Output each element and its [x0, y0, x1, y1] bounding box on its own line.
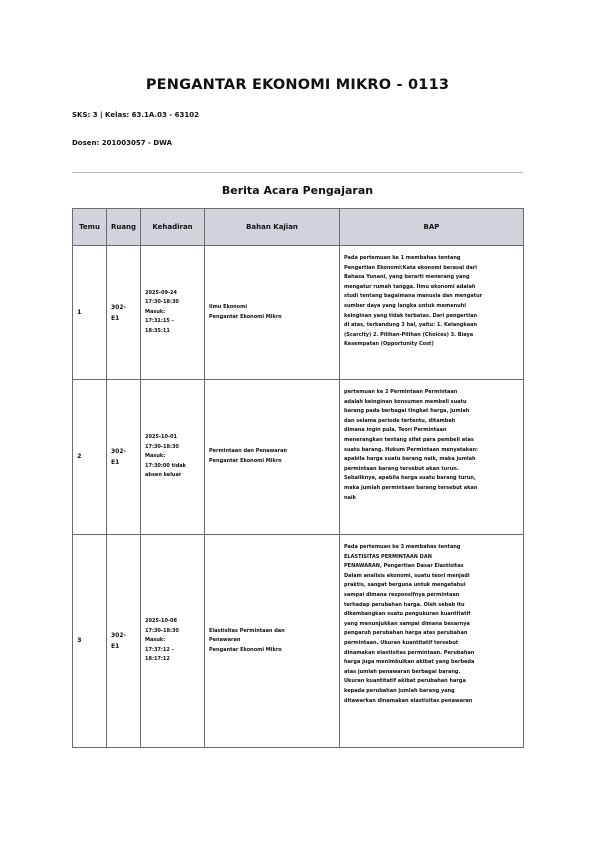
cell-bap-line: menerangkan tentang sifat para pembeli atas [344, 436, 474, 443]
cell-ruang-line: E1 [111, 643, 120, 650]
cell-temu: 2 [73, 380, 107, 535]
cell-ruang [107, 380, 141, 535]
cell-bahan-kajian-line: Penawaran [209, 637, 241, 644]
cell-ruang [107, 246, 141, 380]
course-meta-sks-kelas: SKS: 3 | Kelas: 63.1A.03 - 63102 [72, 111, 199, 119]
section-title: Berita Acara Pengajaran [221, 184, 374, 197]
cell-kehadiran-line: 2025-09-24 [145, 289, 177, 296]
cell-temu: 1 [73, 246, 107, 380]
cell-bahan-kajian-line: Pengantar Ekonomi Mikro [209, 458, 282, 464]
cell-kehadiran-line: 17:30-18:30 [145, 627, 179, 634]
cell-bap-line: pertemuan ke 2 Permintaan Permintaan [344, 389, 458, 395]
cell-bap-line: ditawarkan dinamakan elastisitas penawaran [344, 697, 473, 704]
cell-kehadiran-line: 17:37:12 - [145, 646, 174, 653]
cell-bap-line: dinamakan elastisitas permintaan. Perubahan [344, 649, 475, 656]
cell-bap-line: adalah keinginan konsumen membeli suatu [344, 398, 467, 405]
cell-bap-line: Dalam analisis ekonomi, suatu teori menjadi [344, 572, 470, 579]
cell-bahan-kajian [205, 535, 340, 748]
cell-bap-line: yang menunjukkan sampai dimana besarnya [344, 620, 470, 627]
cell-bap-line: Bahasa Yunani, yang berarti menerang yang [344, 274, 470, 281]
cell-bap-line: permintaan. Ukuran kuantitatif tersebut [344, 639, 459, 646]
cell-kehadiran-line: 17:31:15 - [145, 318, 174, 325]
cell-bap-line: sumber daya yang langka untuk memenuhi [344, 302, 467, 309]
cell-bap-line: PENAWARAN, Pengertian Dasar Elastisitas [344, 563, 464, 570]
cell-kehadiran-line: Masuk: [145, 453, 166, 460]
cell-bap-line: pengaruh perubahan harga atas perubahan [344, 630, 468, 637]
cell-bap-line: di atas, terkandung 3 hal, yaitu: 1. Kelangkaan [344, 322, 478, 329]
cell-bap-line: atas jumlah penawaran berbagai barang. [344, 668, 461, 675]
cell-kehadiran-line: 18:35:11 [145, 327, 170, 334]
cell-ruang-line: 302- [111, 632, 127, 639]
cell-bap-line: Sebaliknya, apabila harga suatu barang turun, [344, 475, 476, 482]
cell-bahan-kajian-line: Permintaan dan Penawaran [209, 448, 288, 455]
cell-bap-line: Pada pertemuan ke 1 membahas tentang [344, 255, 461, 261]
cell-ruang-line: E1 [111, 314, 120, 322]
course-title: PENGANTAR EKONOMI MIKRO - 0113 [145, 77, 450, 93]
cell-bahan-kajian-line: Pengantar Ekonomi Mikro [209, 646, 282, 653]
cell-kehadiran-line: 17:30-18:30 [145, 299, 179, 306]
table-header-row [73, 209, 524, 246]
cell-bap-line: barang pada berbagai tingkat harga, jumlah [344, 408, 470, 415]
cell-bahan-kajian [205, 380, 340, 535]
cell-bap [340, 380, 524, 535]
cell-kehadiran-line: 2025-10-01 [145, 434, 177, 441]
cell-bap-line: maka jumlah permintaan barang tersebut akan [344, 484, 478, 491]
cell-ruang-line: E1 [111, 459, 120, 466]
cell-bap-line: (Scarcity) 2. Pilihan-Pilihan (Choices) 3. Biaya [344, 331, 474, 338]
cell-kehadiran-line: 17:30:00 tidak [145, 462, 186, 469]
cell-bahan-kajian-line: Ilmu Ekonomi [209, 303, 248, 310]
cell-bahan-kajian-line: Pengantar Ekonomi Mikro [209, 313, 282, 320]
cell-kehadiran [141, 380, 205, 535]
cell-bahan-kajian-line: Elastisitas Permintaan dan [209, 627, 285, 634]
bap-table [72, 208, 524, 748]
cell-bap-line: ELASTISITAS PERMINTAAN DAN [344, 553, 432, 560]
cell-bap-line: apabila harga suatu barang naik, maka jumlah [344, 456, 476, 463]
cell-bap [340, 535, 524, 748]
cell-bap-line: dikembangkan suatu pengukuran kuantitatif [344, 611, 471, 618]
header-bap: BAP [340, 209, 524, 246]
cell-bap-line: permintaan barang tersebut akan turun. [344, 465, 459, 472]
cell-kehadiran-line: 17:30-18:30 [145, 443, 179, 450]
cell-bap-line: studi tentang bagaimana manusia dan mengatur [344, 293, 483, 300]
cell-bap-line: kepada perubahan jumlah barang yang [344, 687, 455, 694]
cell-kehadiran-line: Masuk: [145, 637, 166, 644]
cell-bap-line: praktis, sangat berguna untuk mengetahui [344, 582, 466, 589]
cell-kehadiran-line: 18:17:12 [145, 656, 170, 663]
cell-bap-line: suatu barang. Hukum Permintaan menyatakan: [344, 446, 479, 453]
cell-bap-line: Pengertian Ekonomi:Kata ekonomi berasal dari [344, 264, 477, 271]
cell-bap-line: Pada pertemuan ke 3 membahas tentang [344, 544, 461, 550]
header-temu: Temu [73, 209, 107, 246]
cell-bap-line: terhadap perubahan harga. Oleh sebab itu [344, 601, 465, 608]
cell-bap-line: Ukuran kuantitatif akibat perubahan harga [344, 678, 466, 685]
divider [72, 172, 523, 173]
cell-bap-line: dimana ingin pula. Teori Permintaan [344, 427, 447, 434]
cell-bap-line: Kesempatan (Opportunity Cost) [344, 341, 434, 348]
cell-bap-line: naik [344, 494, 356, 501]
cell-bap-line: sampai dimana responsifnya permintaan [344, 591, 460, 598]
cell-bap-line: keinginan yang tidak terbatas. Dari pengertian [344, 312, 478, 319]
table-row [73, 535, 524, 748]
cell-kehadiran-line: absen keluar [145, 472, 182, 479]
cell-bap-line: harga juga menimbulkan akibat yang berbeda [344, 659, 475, 666]
header-kehadiran: Kehadiran [141, 209, 205, 246]
cell-ruang [107, 535, 141, 748]
cell-bap [340, 246, 524, 380]
cell-bap-line: dan selama periode tertentu, ditambah [344, 417, 456, 424]
header-ruang: Ruang [107, 209, 141, 246]
header-bahan-kajian: Bahan Kajian [205, 209, 340, 246]
cell-bahan-kajian [205, 246, 340, 380]
cell-kehadiran [141, 246, 205, 380]
table-row [73, 380, 524, 535]
table-row [73, 246, 524, 380]
cell-ruang-line: 302- [111, 448, 127, 455]
cell-temu: 3 [73, 535, 107, 748]
cell-kehadiran-line: 2025-10-08 [145, 618, 177, 625]
cell-kehadiran-line: Masuk: [145, 308, 166, 315]
cell-ruang-line: 302- [111, 303, 127, 311]
cell-bap-line: mengatur rumah tangga. Ilmu ekonomi adalah [344, 283, 476, 290]
course-meta-dosen: Dosen: 201003057 - DWA [72, 139, 173, 147]
cell-kehadiran [141, 535, 205, 748]
